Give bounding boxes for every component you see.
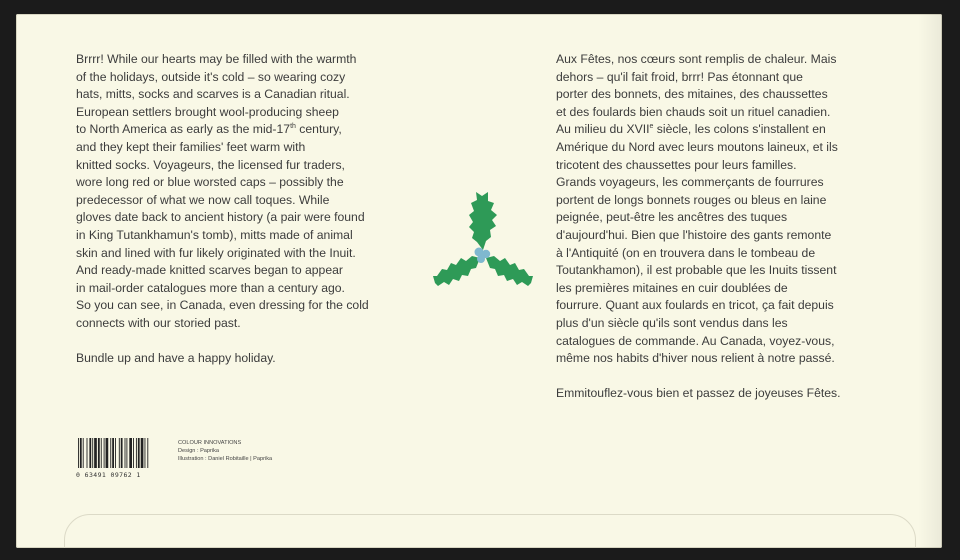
barcode-bar (83, 438, 84, 468)
barcode (76, 438, 176, 474)
envelope-flap-edge (64, 514, 916, 548)
fr-line: même nos habits d'hiver nous relient à notre passé. (556, 351, 835, 366)
en-line: hats, mitts, socks and scarves is a Canadian ritual. (76, 87, 350, 102)
fr-line: fourrure. Quant aux foulards en tricot, ça fait depuis (556, 298, 834, 313)
barcode-bar (121, 438, 123, 468)
barcode-bar (110, 438, 111, 468)
barcode-bar (87, 438, 88, 468)
barcode-bar (106, 438, 109, 468)
paragraph-gap (76, 333, 369, 351)
credit-design: Design : Paprika (178, 447, 220, 454)
en-line: and they kept their families' feet warm with (76, 139, 306, 154)
fr-line: portent de longs bonnets rouges ou bleus en laine (556, 192, 827, 207)
french-text-column (556, 51, 841, 403)
barcode-bar (104, 438, 105, 468)
barcode-bar (112, 438, 114, 468)
fr-line: Aux Fêtes, nos cœurs sont remplis de chaleur. Mais (556, 52, 837, 66)
credit-company: COLOUR INNOVATIONS (178, 440, 242, 446)
en-line: connects with our storied past. (76, 315, 241, 330)
en-line: in mail-order catalogues more than a century ago. (76, 280, 345, 295)
fr-line (556, 121, 841, 139)
fr-line-part: siècle, les colons s'installent en (653, 122, 826, 137)
fr-line: à l'Antiquité (on en trouvera dans le tombeau de (556, 245, 816, 260)
en-superscript: th (290, 123, 296, 131)
fr-line: et des foulards bien chauds soit un rituel canadien. (556, 104, 831, 119)
fr-line: d'aujourd'hui. Bien que l'histoire des gants remonte (556, 227, 832, 242)
barcode-bar (119, 438, 120, 468)
fr-line: porter des bonnets, des mitaines, des chaussettes (556, 87, 828, 102)
en-line: So you can see, in Canada, even dressing for the cold (76, 298, 369, 313)
holly-icon (416, 172, 544, 296)
fr-line: Toutankhamon), il est probable que les Inuits tissent (556, 263, 837, 278)
barcode-bar (129, 438, 132, 468)
fr-line: Amérique du Nord avec leurs moutons laineux, et ils (556, 139, 838, 154)
holly-leaf-left (433, 256, 480, 286)
holly-leaf-right (486, 256, 533, 286)
en-line-part: to North America as early as the mid-17 (76, 122, 291, 137)
fr-line: Grands voyageurs, les commerçants de fourrures (556, 175, 824, 190)
fr-line: catalogues de commande. Au Canada, voyez-vous, (556, 333, 835, 348)
en-line: European settlers brought wool-producing sheep (76, 104, 339, 119)
en-line-part: century, (299, 122, 342, 137)
en-line: gloves date back to ancient history (a pair were found (76, 210, 365, 225)
credit-illustration: Illustration : Daniel Robitaille | Paprika (178, 455, 273, 462)
barcode-bar (138, 438, 140, 468)
barcode-bar (145, 438, 146, 468)
en-line: skin and lined with fur likely originated with the Inuit. (76, 245, 356, 260)
barcode-bar (101, 438, 102, 468)
holly-leaves (433, 192, 533, 286)
en-line: in King Tutankhamun's tomb), mitts made of animal (76, 227, 353, 242)
en-line: wore long red or blue worsted caps – possibly the (76, 175, 344, 190)
en-line (76, 121, 369, 139)
fr-superscript: e (649, 123, 654, 131)
barcode-number: 0 63491 09762 1 (76, 471, 141, 479)
fr-line: plus d'un siècle qu'ils sont vendus dans les (556, 315, 788, 330)
barcode-bar (136, 438, 137, 468)
barcode-bar (78, 438, 79, 468)
en-line: And ready-made knitted scarves began to appear (76, 263, 343, 278)
barcode-bar (80, 438, 82, 468)
english-text-column (76, 51, 369, 368)
credits-block (178, 440, 272, 463)
en-closing: Bundle up and have a happy holiday. (76, 351, 276, 366)
barcode-bar (92, 438, 93, 468)
barcode-bar (126, 438, 127, 468)
barcode-bar (133, 438, 134, 468)
holly-leaf-top (469, 192, 497, 250)
fr-line: les premières mitaines en cuir doublées de (556, 280, 788, 295)
barcode-bar (98, 438, 100, 468)
fr-line: dehors – qu'il fait froid, brrr! Pas étonnant que (556, 69, 803, 84)
fr-line: tricotent des chaussettes pour leurs familles. (556, 157, 797, 172)
paragraph-gap (556, 368, 841, 386)
barcode-bar (94, 438, 97, 468)
en-line: of the holidays, outside it's cold – so wearing cozy (76, 69, 346, 84)
en-line: knitted socks. Voyageurs, the licensed fur traders, (76, 157, 345, 172)
barcode-bar (147, 438, 148, 468)
barcode-bar (125, 438, 126, 468)
barcode-bar (89, 438, 91, 468)
barcode-bar (115, 438, 116, 468)
en-line: Brrrr! While our hearts may be filled with the warmth (76, 52, 357, 66)
fr-line: peignée, peut-être les ancêtres des tuques (556, 210, 788, 225)
envelope-side-shadow (918, 14, 942, 548)
barcode-bar (141, 438, 144, 468)
fr-line-part: Au milieu du XVII (556, 122, 650, 137)
en-line: predecessor of what we now call toques. While (76, 192, 330, 207)
fr-closing: Emmitouflez-vous bien et passez de joyeuses Fêtes. (556, 386, 841, 401)
